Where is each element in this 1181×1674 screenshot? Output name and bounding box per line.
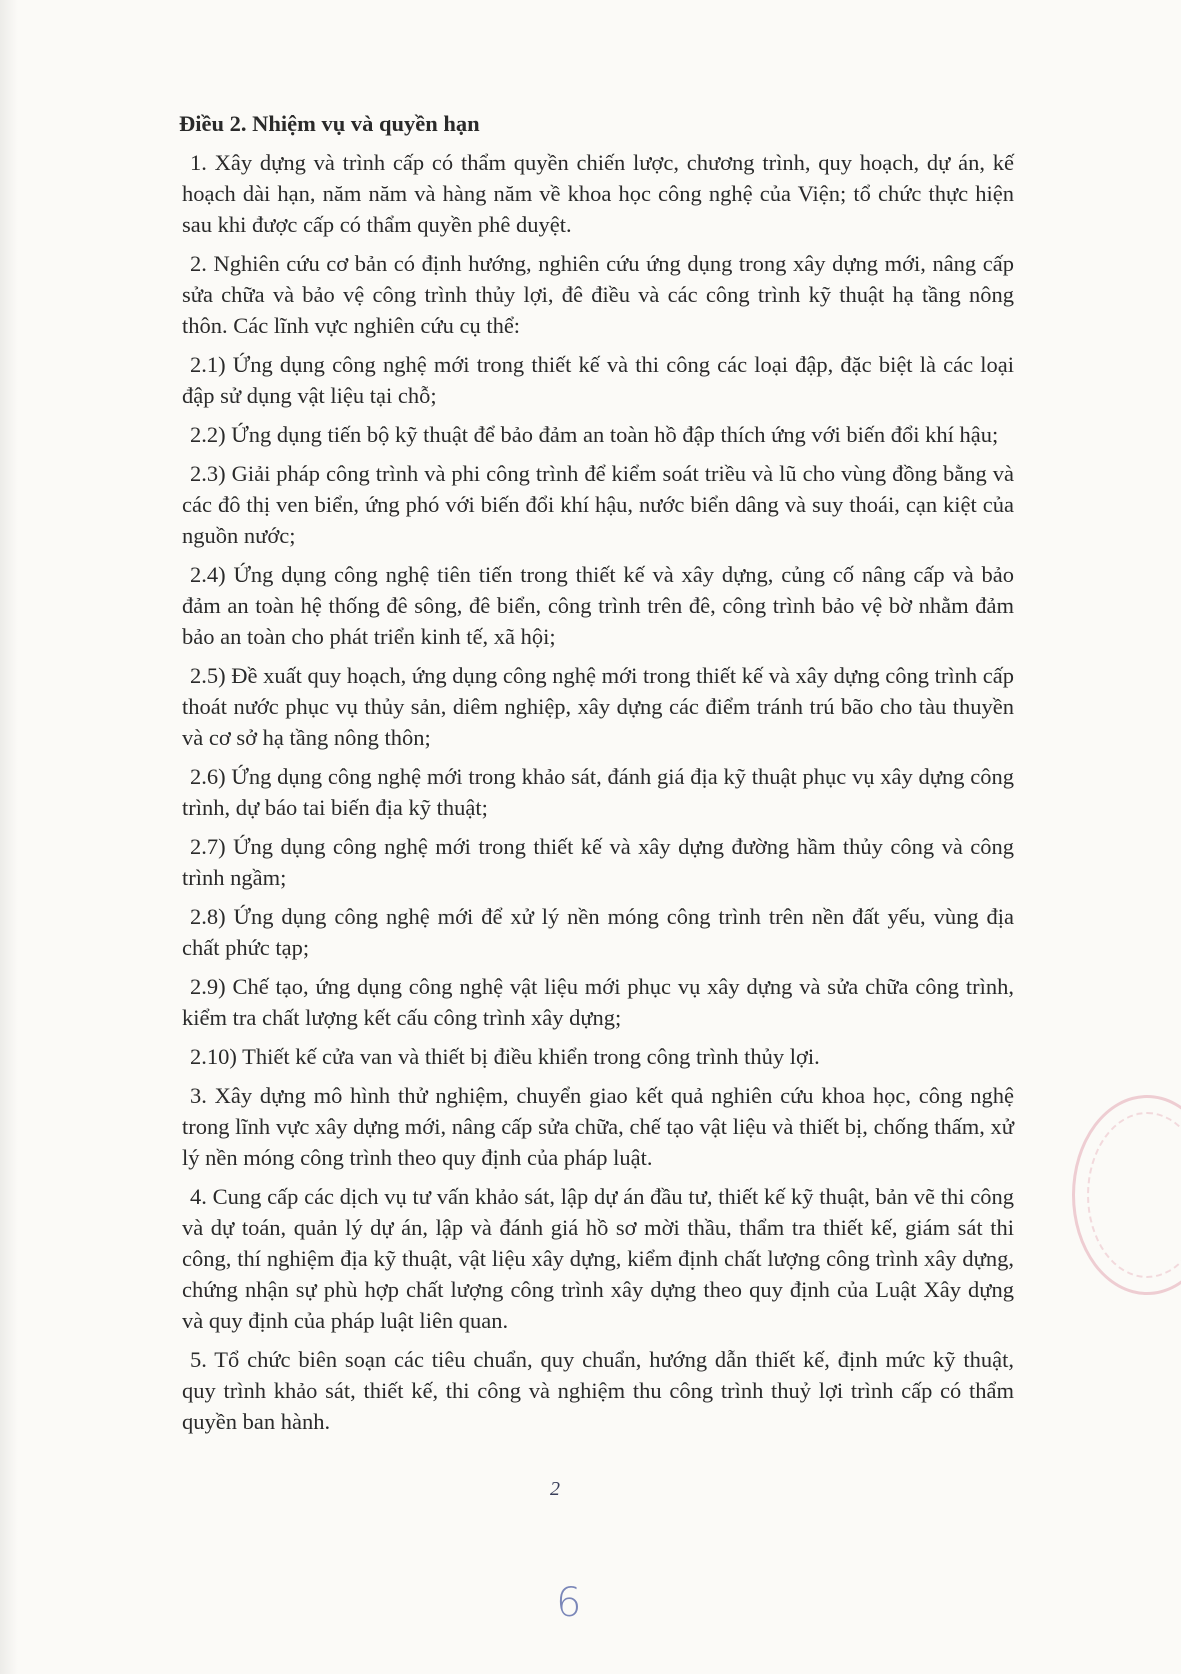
- document-body: [179, 108, 1014, 1445]
- paragraph-2-2: 2.2) Ứng dụng tiến bộ kỹ thuật để bảo đảm an toàn hồ đập thích ứng với biến đổi khí hậu;: [190, 422, 999, 447]
- paragraph-2-6: 2.6) Ứng dụng công nghệ mới trong khảo sát, đánh giá địa kỹ thuật phục vụ xây dựng công trình, dự báo tai biến địa kỹ thuật;: [182, 764, 1014, 820]
- paragraph-2-7: 2.7) Ứng dụng công nghệ mới trong thiết kế và xây dựng đường hầm thủy công và công trình ngầm;: [182, 834, 1014, 890]
- red-seal-stamp: [1072, 1095, 1181, 1295]
- page-mark: 2: [550, 1478, 560, 1500]
- seal-inner-ring: [1087, 1112, 1181, 1278]
- paragraph-3: 3. Xây dựng mô hình thử nghiệm, chuyển giao kết quả nghiên cứu khoa học, công nghệ trong lĩnh vực xây dựng mới, nâng cấp sửa chữa, chế tạo vật liệu và thiết bị, chống thấm, xử lý nền móng công trình theo quy định của pháp luật.: [182, 1083, 1014, 1170]
- paragraph-2-5: 2.5) Đề xuất quy hoạch, ứng dụng công nghệ mới trong thiết kế và xây dựng công trình cấp thoát nước phục vụ thủy sản, diêm nghiệp, xây dựng các điểm tránh trú bão cho tàu thuyền và cơ sở hạ tầng nông thôn;: [182, 663, 1014, 750]
- paragraph-2: 2. Nghiên cứu cơ bản có định hướng, nghiên cứu ứng dụng trong xây dựng mới, nâng cấp sửa chữa và bảo vệ công trình thủy lợi, đê điều và các công trình kỹ thuật hạ tầng nông thôn. Các lĩnh vực nghiên cứu cụ thể:: [182, 251, 1014, 338]
- paragraph-2-1: 2.1) Ứng dụng công nghệ mới trong thiết kế và thi công các loại đập, đặc biệt là các loại đập sử dụng vật liệu tại chỗ;: [182, 352, 1014, 408]
- paragraph-2-4: 2.4) Ứng dụng công nghệ tiên tiến trong thiết kế và xây dựng, củng cố nâng cấp và bảo đảm an toàn hệ thống đê sông, đê biển, công trình trên đê, công trình bảo vệ bờ nhằm đảm bảo an toàn cho phát triển kinh tế, xã hội;: [182, 562, 1014, 649]
- paragraph-2-3: 2.3) Giải pháp công trình và phi công trình để kiểm soát triều và lũ cho vùng đồng bằng và các đô thị ven biển, ứng phó với biến đổi khí hậu, nước biển dâng và suy thoái, cạn kiệt của nguồn nước;: [182, 461, 1014, 548]
- handwritten-page-number: 6: [556, 1580, 582, 1626]
- paragraph-1: 1. Xây dựng và trình cấp có thẩm quyền chiến lược, chương trình, quy hoạch, dự án, kế hoạch dài hạn, năm năm và hàng năm về khoa học công nghệ của Viện; tổ chức thực hiện sau khi được cấp có thẩm quyền phê duyệt.: [182, 150, 1014, 237]
- paragraph-2-9: 2.9) Chế tạo, ứng dụng công nghệ vật liệu mới phục vụ xây dựng và sửa chữa công trình, kiểm tra chất lượng kết cấu công trình xây dựng;: [182, 974, 1014, 1030]
- paragraph-4: 4. Cung cấp các dịch vụ tư vấn khảo sát, lập dự án đầu tư, thiết kế kỹ thuật, bản vẽ thi công và dự toán, quản lý dự án, lập và đánh giá hồ sơ mời thầu, thẩm tra thiết kế, giám sát thi công, thí nghiệm địa kỹ thuật, vật liệu xây dựng, kiểm định chất lượng công trình xây dựng, chứng nhận sự phù hợp chất lượng công trình xây dựng theo quy định của Luật Xây dựng và quy định của pháp luật liên quan.: [182, 1184, 1014, 1333]
- article-heading: Điều 2. Nhiệm vụ và quyền hạn: [179, 111, 480, 136]
- scan-edge-shadow: [0, 0, 18, 1674]
- paragraph-5: 5. Tổ chức biên soạn các tiêu chuẩn, quy chuẩn, hướng dẫn thiết kế, định mức kỹ thuật, quy trình khảo sát, thiết kế, thi công và nghiệm thu công trình thuỷ lợi trình cấp có thẩm quyền ban hành.: [182, 1347, 1014, 1434]
- paragraph-2-8: 2.8) Ứng dụng công nghệ mới để xử lý nền móng công trình trên nền đất yếu, vùng địa chất phức tạp;: [182, 904, 1014, 960]
- paragraph-2-10: 2.10) Thiết kế cửa van và thiết bị điều khiển trong công trình thủy lợi.: [190, 1044, 820, 1069]
